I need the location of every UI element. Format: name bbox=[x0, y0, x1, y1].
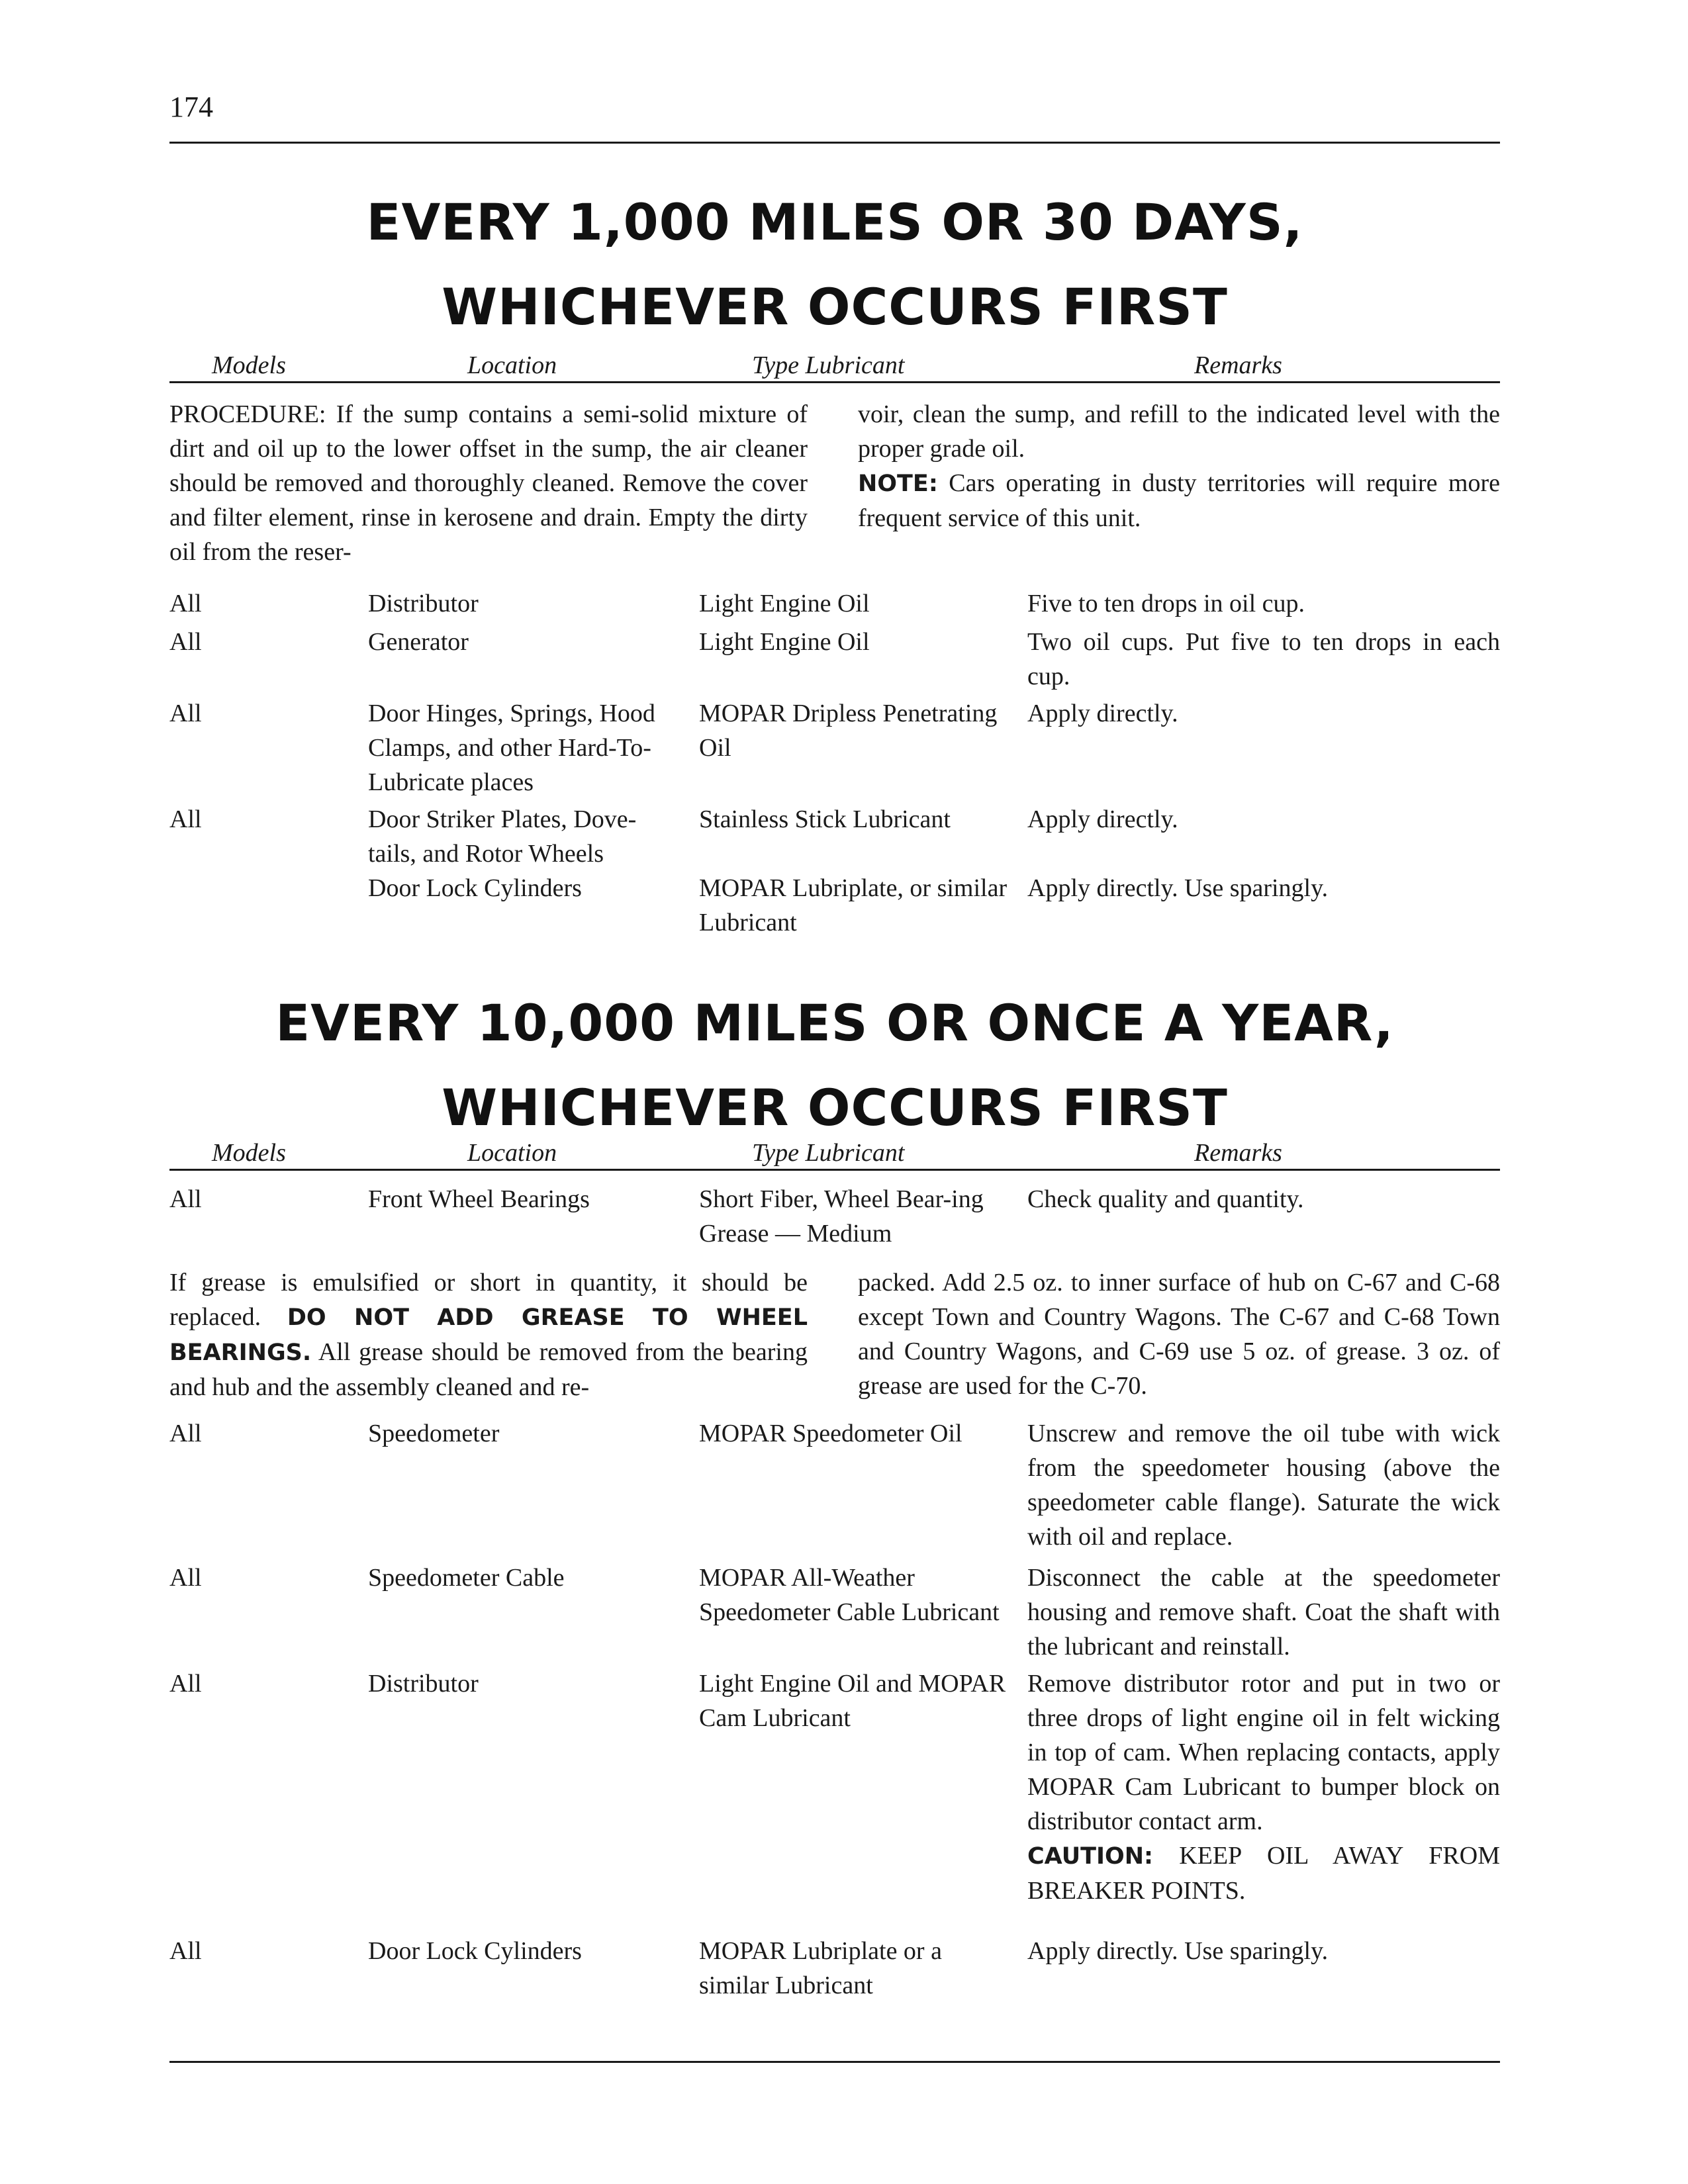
cell-type-lubricant: MOPAR All-Weather Speedometer Cable Lubricant bbox=[699, 1564, 1000, 1626]
cell-type-lubricant: MOPAR Dripless Penetrating Oil bbox=[699, 700, 998, 762]
grease-note-text-1: If grease is emulsified or short in quantity, it should be replaced. bbox=[169, 1269, 808, 1331]
cell-models: All bbox=[169, 805, 202, 833]
column-header-location: Location bbox=[467, 351, 557, 379]
section-heading-1000-miles bbox=[169, 180, 1500, 349]
caution-note bbox=[1027, 1839, 1500, 1908]
cell-type-lubricant: MOPAR Lubriplate or a similar Lubricant bbox=[699, 1937, 942, 1999]
grease-note-right bbox=[858, 1265, 1500, 1403]
cell-type-lubricant: Light Engine Oil bbox=[699, 628, 870, 656]
heading-line-2: WHICHEVER OCCURS FIRST bbox=[442, 1078, 1228, 1137]
cell-type-lubricant: Light Engine Oil and MOPAR Cam Lubricant bbox=[699, 1670, 1006, 1732]
heading-line-1: EVERY 10,000 MILES OR ONCE A YEAR, bbox=[275, 993, 1394, 1052]
cell-remarks: Apply directly. bbox=[1027, 805, 1178, 833]
procedure-paragraph-left bbox=[169, 397, 808, 569]
cell-remarks: Apply directly. Use sparingly. bbox=[1027, 874, 1329, 902]
cell-models: All bbox=[169, 1564, 202, 1592]
grease-note-left bbox=[169, 1265, 808, 1404]
cell-remarks: Check quality and quantity. bbox=[1027, 1185, 1304, 1213]
cell-location: Speedometer Cable bbox=[368, 1564, 565, 1592]
cell-location: Distributor bbox=[368, 590, 479, 617]
cell-models: All bbox=[169, 1670, 202, 1698]
cell-type-lubricant: Light Engine Oil bbox=[699, 590, 870, 617]
cell-location: Generator bbox=[368, 628, 469, 656]
cell-remarks bbox=[1027, 1666, 1500, 1908]
cell-models: All bbox=[169, 590, 202, 617]
procedure-text-left: If the sump contains a semi-solid mixture of dirt and oil up to the lower offset in the sump, the air cleaner should be removed and thoroughly cleaned. Remove the cover and filter element, rinse in kerosene and drain. Empty the dirty oil from the reser- bbox=[169, 400, 808, 566]
cell-location: Door Lock Cylinders bbox=[368, 874, 582, 902]
note-label: NOTE: bbox=[858, 471, 938, 497]
cell-type-lubricant: Stainless Stick Lubricant bbox=[699, 805, 951, 833]
procedure-text-right: voir, clean the sump, and refill to the indicated level with the proper grade oil. bbox=[858, 400, 1500, 463]
cell-location: Door Striker Plates, Dove-tails, and Rotor Wheels bbox=[368, 805, 637, 868]
bottom-rule bbox=[169, 2061, 1500, 2063]
top-rule bbox=[169, 142, 1500, 144]
column-header-type-lubricant: Type Lubricant bbox=[752, 351, 905, 379]
heading-line-1: EVERY 1,000 MILES OR 30 DAYS, bbox=[366, 193, 1303, 251]
column-header-type-lubricant: Type Lubricant bbox=[752, 1139, 905, 1167]
cell-location: Front Wheel Bearings bbox=[368, 1185, 590, 1213]
grease-note-warning: DO NOT ADD GREASE TO WHEEL BEARINGS. bbox=[169, 1304, 808, 1366]
caution-label: CAUTION: bbox=[1027, 1843, 1154, 1870]
cell-remarks: Apply directly. Use sparingly. bbox=[1027, 1937, 1329, 1965]
column-header-models: Models bbox=[212, 351, 286, 379]
cell-location: Door Lock Cylinders bbox=[368, 1937, 582, 1965]
cell-models: All bbox=[169, 1185, 202, 1213]
cell-models: All bbox=[169, 628, 202, 656]
cell-models: All bbox=[169, 1420, 202, 1447]
column-header-row bbox=[169, 349, 1500, 383]
procedure-label: PROCEDURE: bbox=[169, 400, 326, 428]
grease-note-text-2: All grease should be removed from the bearing and hub and the assembly cleaned and re- bbox=[169, 1338, 808, 1401]
cell-models: All bbox=[169, 1937, 202, 1965]
note-text: Cars operating in dusty territories will require more frequent service of this unit. bbox=[858, 469, 1500, 532]
caution-text: KEEP OIL AWAY FROM BREAKER POINTS. bbox=[1027, 1842, 1500, 1905]
cell-type-lubricant: MOPAR Speedometer Oil bbox=[699, 1420, 962, 1447]
cell-remarks: Apply directly. bbox=[1027, 700, 1178, 727]
cell-remarks: Disconnect the cable at the speedometer housing and remove shaft. Coat the shaft with the lubricant and reinstall. bbox=[1027, 1564, 1500, 1661]
column-header-row bbox=[169, 1137, 1500, 1171]
distributor-remarks-text: Remove distributor rotor and put in two or three drops of light engine oil in felt wicking in top of cam. When replacing contacts, apply MOPAR Cam Lubricant to bumper block on distributor contact arm. bbox=[1027, 1670, 1500, 1835]
cell-location: Distributor bbox=[368, 1670, 479, 1698]
column-header-location: Location bbox=[467, 1139, 557, 1167]
cell-remarks: Five to ten drops in oil cup. bbox=[1027, 590, 1305, 617]
cell-type-lubricant: Short Fiber, Wheel Bear-ing Grease — Medium bbox=[699, 1185, 984, 1248]
column-header-remarks: Remarks bbox=[1194, 1139, 1282, 1167]
page-number: 174 bbox=[169, 91, 213, 123]
procedure-paragraph-right bbox=[858, 397, 1500, 535]
cell-type-lubricant: MOPAR Lubriplate, or similar Lubricant bbox=[699, 874, 1008, 936]
grease-note-text-right: packed. Add 2.5 oz. to inner surface of hub on C-67 and C-68 except Town and Country Wagons. The C-67 and C-68 Town and Country Wagons, and C-69 use 5 oz. of grease. 3 oz. of grease are used for the C-70. bbox=[858, 1269, 1500, 1400]
cell-models: All bbox=[169, 700, 202, 727]
column-header-remarks: Remarks bbox=[1194, 351, 1282, 379]
heading-line-2: WHICHEVER OCCURS FIRST bbox=[442, 277, 1228, 336]
cell-remarks: Unscrew and remove the oil tube with wick from the speedometer housing (above the speedometer cable flange). Saturate the wick with oil and replace. bbox=[1027, 1420, 1500, 1551]
section-heading-10000-miles bbox=[169, 981, 1500, 1150]
cell-location: Door Hinges, Springs, Hood Clamps, and other Hard-To-Lubricate places bbox=[368, 700, 655, 796]
cell-location: Speedometer bbox=[368, 1420, 500, 1447]
column-header-models: Models bbox=[212, 1139, 286, 1167]
cell-remarks: Two oil cups. Put five to ten drops in each cup. bbox=[1027, 628, 1500, 690]
